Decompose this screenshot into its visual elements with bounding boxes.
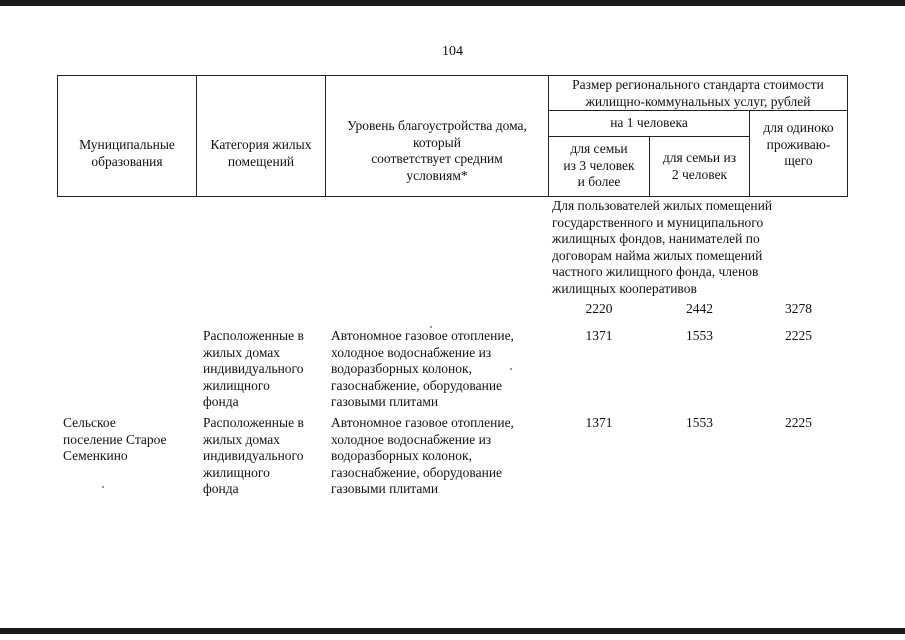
row-value-family2: 1553 <box>686 328 713 343</box>
scan-border-top <box>0 0 905 6</box>
intro-value-family3: 2220 <box>585 301 613 316</box>
header-single: для одиноко проживаю- щего <box>763 120 834 168</box>
scan-speck <box>430 326 432 328</box>
header-standard-size: Размер регионального стандарта стоимости жилищно-коммунальных услуг, рублей <box>572 77 824 109</box>
scan-speck <box>102 486 104 488</box>
row-category: Расположенные в жилых домах индивидуального жилищного фонда <box>203 328 304 409</box>
row-comfort-level: Автономное газовое отопление, холодное водоснабжение из водоразборных колонок, газоснабжение, оборудование газовыми плитами <box>331 415 514 496</box>
row-value-single: 2225 <box>785 415 812 430</box>
intro-value-family2: 2442 <box>686 301 713 316</box>
page-number: 104 <box>442 44 463 59</box>
intro-value-single: 3278 <box>785 301 812 316</box>
header-per-person: на 1 человека <box>610 115 688 130</box>
header-comfort-level: Уровень благоустройства дома, который соответствует средним условиям* <box>347 118 527 183</box>
intro-text: Для пользователей жилых помещений государственного и муниципального жилищных фондов, нанимателей по договорам найма жилых помещений частного жилищного фонда, членов жилищных кооперативов <box>552 198 773 296</box>
row-value-family3: 1371 <box>585 328 613 343</box>
row-value-single: 2225 <box>785 328 812 343</box>
row-comfort-level: Автономное газовое отопление, холодное водоснабжение из водоразборных колонок, газоснабжение, оборудование газовыми плитами <box>331 328 514 409</box>
scan-speck <box>510 368 512 370</box>
scan-border-bottom <box>0 628 905 634</box>
header-category: Категория жилых помещений <box>210 137 312 169</box>
row-value-family2: 1553 <box>686 415 713 430</box>
header-municipality: Муниципальные образования <box>79 137 175 169</box>
row-category: Расположенные в жилых домах индивидуального жилищного фонда <box>203 415 304 496</box>
row-value-family3: 1371 <box>585 415 613 430</box>
header-family-2: для семьи из 2 человек <box>662 150 737 182</box>
header-family-3plus: для семьи из 3 человек и более <box>563 141 635 189</box>
row-municipality: Сельское поселение Старое Семенкино <box>63 415 167 463</box>
